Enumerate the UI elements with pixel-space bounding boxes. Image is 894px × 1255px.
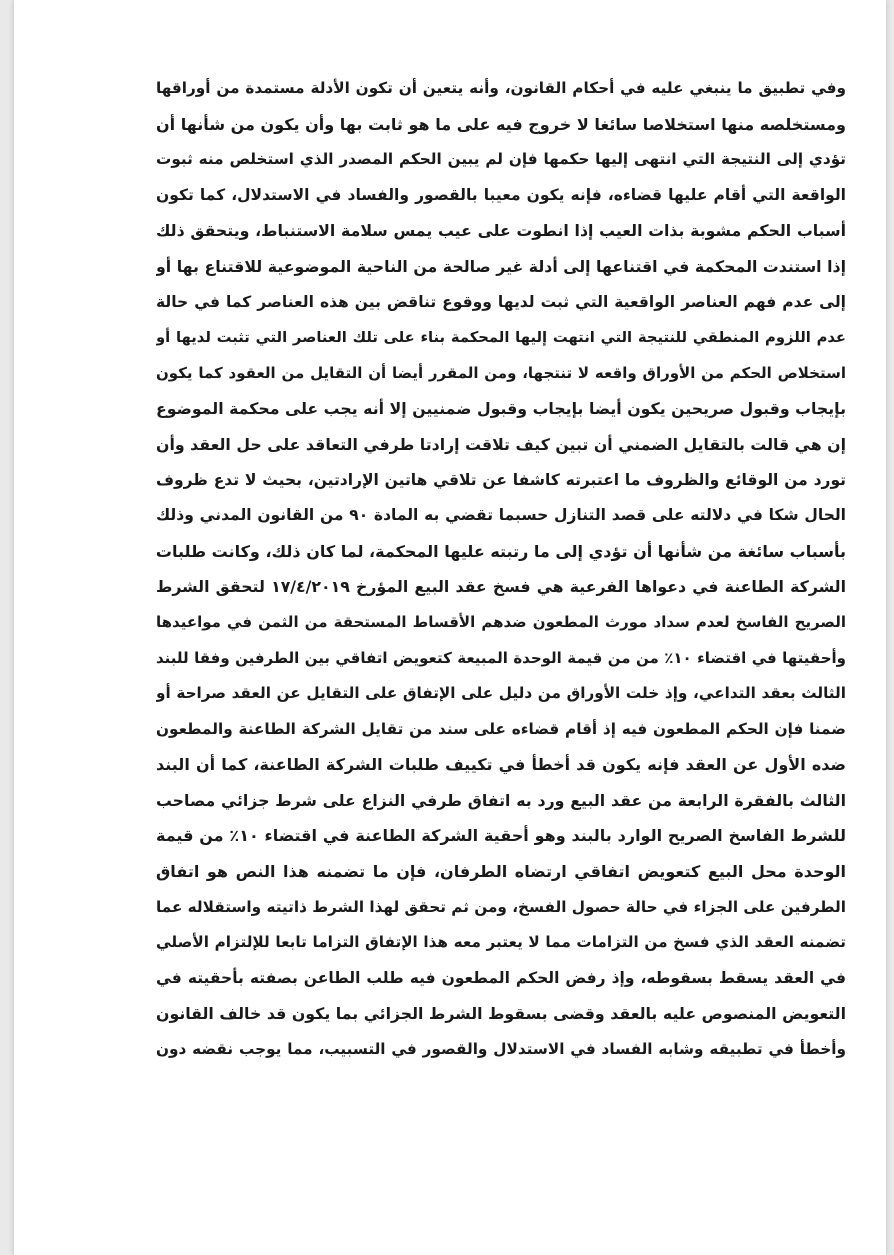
- text-line: ضمنا فإن الحكم المطعون فيه إذ أقام قضاءه على سند من تقايل الشركة الطاعنة والمطعون: [156, 719, 846, 738]
- text-line: الثالث بعقد التداعي، وإذ خلت الأوراق من دليل على الإتفاق على التقايل عن العقد صراحة أو: [156, 684, 846, 703]
- text-line: الوحدة محل البيع كتعويض اتفاقي ارتضاه الطرفان، فإن ما تضمنه هذا النص هو اتفاق: [156, 862, 846, 882]
- text-line: بأسباب سائغة من شأنها أن تؤدي إلى ما رتبته عليها المحكمة، لما كان ذلك، وكانت طلبات: [156, 541, 846, 561]
- text-line: تضمنه العقد الذي فسخ من التزامات مما لا يعتبر معه هذا الإتفاق التزاما تابعا للإلتزام الأصلي: [156, 933, 846, 952]
- text-line: وفي تطبيق ما ينبغي عليه في أحكام القانون، وأنه يتعين أن تكون الأدلة مستمدة من أوراقها: [156, 79, 846, 97]
- text-line: تورد من الوقائع والظروف ما اعتبرته كاشفا عن تلاقي هاتين الإرادتين، بحيث لا تدع ظروف: [156, 470, 846, 489]
- text-line: إن هي قالت بالتقايل الضمني أن تبين كيف تلاقت إرادتا طرفي التعاقد على حل العقد وأن: [156, 434, 846, 454]
- text-line: تؤدي إلى النتيجة التي انتهى إليها حكمها فإن لم يبين الحكم المصدر الذي استخلص منه ثبوت: [156, 150, 846, 169]
- text-line: الشركة الطاعنة في دعواها الفرعية هي فسخ عقد البيع المؤرخ ١٧/٤/٢٠١٩ لتحقق الشرط: [156, 577, 846, 597]
- text-line: الصريح الفاسخ لعدم سداد مورث المطعون ضدهم الأقساط المستحقة من الثمن في مواعيدها: [156, 612, 846, 631]
- text-line: وأخطأ في تطبيقه وشابه الفساد في الاستدلال والقصور في التسبيب، مما يوجب نقضه دون: [156, 1040, 846, 1059]
- text-line: استخلاص الحكم من الأوراق واقعه لا تنتجها، ومن المقرر أيضا أن التقايل من العقود كما يكون: [156, 363, 846, 382]
- text-line: عدم اللزوم المنطقي للنتيجة التي انتهت إليها المحكمة بناء على تلك العناصر التي تثبت لديها أو: [156, 329, 846, 347]
- text-line: التعويض المنصوص عليه بالعقد وقضى بسقوط الشرط الجزائي بما يكون قد خالف القانون: [156, 1004, 846, 1024]
- text-line: إلى عدم فهم العناصر الواقعية التي ثبت لديها ووقوع تناقض بين هذه العناصر كما في حالة: [156, 292, 846, 311]
- text-line: ومستخلصه منها استخلاصا سائغا لا خروج فيه على ما هو ثابت بها وأن يكون من شأنها أن: [156, 114, 846, 134]
- text-line: وأحقيتها في اقتضاء ١٠٪ من من قيمة الوحدة المبيعة كتعويض اتفاقي بين الطرفين وفقا للبند: [156, 648, 846, 667]
- text-line: الثالث بالفقرة الرابعة من عقد البيع ورد به اتفاق طرفي النزاع على شرط جزائي مصاحب: [156, 790, 846, 810]
- document-body: [156, 71, 846, 1068]
- text-line: الواقعة التي أقام عليها قضاءه، فإنه يكون معيبا بالقصور والفساد في الاستدلال، كما تكون: [156, 185, 846, 204]
- text-line: ضده الأول عن العقد فإنه يكون قد أخطأ في تكييف طلبات الشركة الطاعنة، كما أن البند: [156, 755, 846, 775]
- text-line: للشرط الفاسخ الصريح الوارد بالبند وهو أحقية الشركة الطاعنة في اقتضاء ١٠٪ من قيمة: [156, 826, 846, 846]
- text-line: أسباب الحكم مشوبة بذات العيب إذا انطوت على عيب يمس سلامة الاستنباط، ويتحقق ذلك: [156, 221, 846, 241]
- text-line: بإيجاب وقبول صريحين يكون أيضا بإيجاب وقبول ضمنيين إلا أنه يجب على محكمة الموضوع: [156, 399, 846, 419]
- text-line: الحال شكا في دلالته على قصد التنازل حسبما تقضي به المادة ٩٠ من القانون المدني وذلك: [156, 506, 846, 525]
- document-page: [14, 0, 886, 1255]
- text-line: الطرفين على الجزاء في حالة حصول الفسخ، ومن ثم تحقق لهذا الشرط ذاتيته واستقلاله عما: [156, 897, 846, 916]
- text-line: في العقد يسقط بسقوطه، وإذ رفض الحكم المطعون فيه طلب الطاعن بصفته بأحقيته في: [156, 968, 846, 987]
- text-line: إذا استندت المحكمة في اقتناعها إلى أدلة غير صالحة من الناحية الموضوعية للاقتناع بها أو: [156, 256, 846, 276]
